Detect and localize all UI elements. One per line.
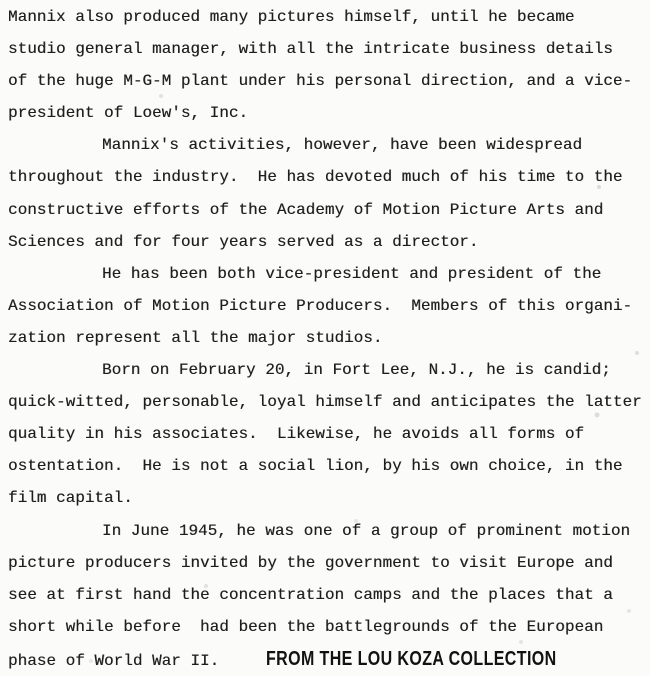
paper-noise	[0, 0, 2, 2]
text-line: He has been both vice-president and president of the	[102, 264, 602, 283]
text-line: quick-witted, personable, loyal himself and anticipates the latter	[8, 393, 642, 412]
text-line: Mannix also produced many pictures himself, until he became	[8, 8, 575, 26]
text-line: throughout the industry. He has devoted much of his time to the	[8, 168, 623, 187]
text-line: ostentation. He is not a social lion, by his own choice, in the	[8, 457, 623, 476]
text-line: see at first hand the concentration camps and the places that a	[8, 585, 613, 604]
text-line: picture producers invited by the government to visit Europe and	[8, 553, 613, 572]
text-line: film capital.	[8, 489, 133, 508]
text-line: short while before had been the battlegrounds of the European	[8, 617, 604, 636]
text-line: of the huge M-G-M plant under his personal direction, and a vice-	[8, 72, 633, 91]
text-line: Association of Motion Picture Producers. Members of this organi-	[8, 296, 633, 315]
text-line: phase of World War II.	[8, 651, 220, 670]
text-line: studio general manager, with all the intricate business details	[8, 40, 613, 59]
text-line: In June 1945, he was one of a group of prominent motion	[102, 521, 631, 540]
text-line: Sciences and for four years served as a director.	[8, 232, 479, 251]
collection-stamp: FROM THE LOU KOZA COLLECTION	[266, 647, 557, 670]
text-line: constructive efforts of the Academy of Motion Picture Arts and	[8, 200, 604, 219]
text-line: president of Loew's, Inc.	[8, 104, 249, 123]
text-line-with-stamp	[8, 643, 650, 675]
text-line: quality in his associates. Likewise, he avoids all forms of	[8, 425, 585, 444]
document-text	[8, 1, 650, 675]
text-line: Born on February 20, in Fort Lee, N.J., he is candid;	[102, 361, 611, 380]
text-line: Mannix's activities, however, have been widespread	[102, 136, 583, 155]
text-line: zation represent all the major studios.	[8, 328, 383, 347]
